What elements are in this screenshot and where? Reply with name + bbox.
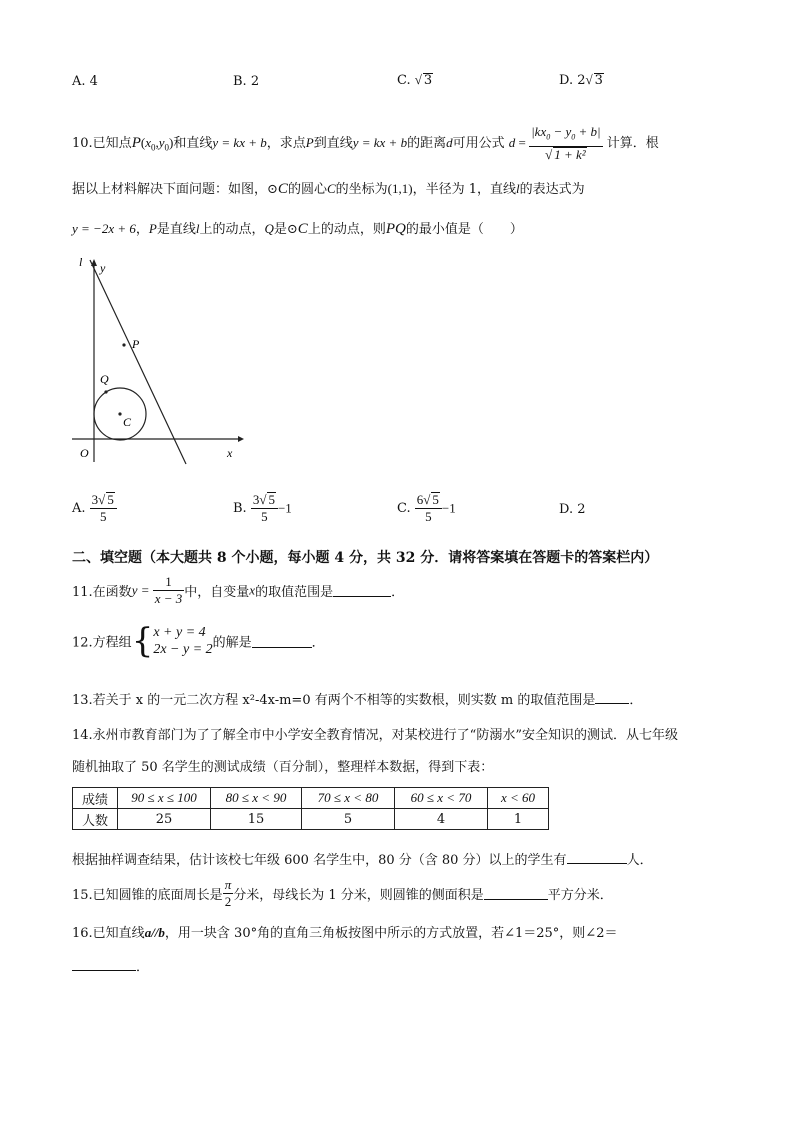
label-c: C — [123, 415, 132, 429]
table-cell: 5 — [302, 809, 395, 830]
q15-answer-blank[interactable] — [484, 887, 548, 900]
q13-answer-blank[interactable] — [595, 691, 629, 704]
table-cell: 1 — [488, 809, 549, 830]
label-q: Q — [100, 372, 109, 386]
q11: 11.在函数y = $\frac{1}{x - 3}$ 中，自变量x的取值范围是 ． — [72, 574, 405, 606]
table-header: 70 ≤ x < 80 — [302, 788, 395, 809]
q9-option-c: C. √ 3 — [397, 72, 433, 88]
table-header: 90 ≤ x ≤ 100 — [118, 788, 211, 809]
label-o: O — [80, 446, 89, 460]
q10-option-c: C. $\frac{6√ 5}{5}$ −1 — [397, 492, 456, 524]
label-l: l — [79, 255, 83, 269]
table-cell: 15 — [211, 809, 302, 830]
label-p: P — [132, 337, 140, 351]
table-row-label: 人数 — [73, 809, 118, 830]
q16: 16.已知直线a//b，用一块含 30°角的直角三角板按图中所示的方式放置，若∠1＝25°，则∠2＝ — [72, 925, 618, 941]
q10-line-1: 10.已知点$P(x_0,y_0)$和直线y = kx + b，求点P到直线y = kx + b的距离d可用公式 d = $\frac{|kx_0 - y_0 + b|}{\text{√ 1 + k²}}$ 计算．根 — [72, 124, 659, 162]
q10-line-2: 据以上材料解决下面问题：如图，⊙C的圆心C的坐标为(1,1)，半径为 1，直线l的表达式为 — [72, 181, 585, 197]
table-header-label: 成绩 — [73, 788, 118, 809]
q11-answer-blank[interactable] — [333, 584, 391, 597]
q14-answer-blank[interactable] — [567, 851, 627, 864]
point-q-dot — [104, 390, 107, 393]
q10-figure — [70, 252, 250, 468]
q10-option-d: D. 2 — [559, 502, 586, 517]
q16-answer-blank[interactable] — [72, 958, 136, 971]
q13: 13.若关于 x 的一元二次方程 x²-4x-m=0 有两个不相等的实数根，则实数 m 的取值范围是 ． — [72, 693, 643, 708]
q14-line-2: 随机抽取了 50 名学生的测试成绩（百分制），整理样本数据，得到下表： — [72, 760, 494, 775]
section-2-title: 二、填空题（本大题共 8 个小题，每小题 4 分，共 32 分．请将答案填在答题卡的答案栏内） — [72, 550, 659, 566]
q16-line-2: ． — [72, 956, 149, 975]
q10-option-b: B. $\frac{3√ 5}{5}$ −1 — [233, 492, 292, 524]
q10-line-3: y = −2x + 6，P是直线l上的动点，Q是⊙C上的动点，则PQ的最小值是（ ） — [72, 221, 523, 237]
table-header: x < 60 — [488, 788, 549, 809]
q9-option-d: D. 2√ 3 — [559, 72, 603, 88]
point-p-dot — [122, 343, 125, 346]
q9-option-b: B. 2 — [233, 74, 260, 89]
x-axis-arrow — [238, 436, 244, 442]
label-y: y — [100, 261, 106, 275]
label-x: x — [227, 446, 233, 460]
table-header: 60 ≤ x < 70 — [395, 788, 488, 809]
distance-formula: $\frac{|kx_0 - y_0 + b|}{\text{√ 1 + k²}}$ — [531, 124, 601, 162]
center-c-dot — [118, 412, 121, 415]
q14-line-3: 根据抽样调查结果，估计该校七年级 600 名学生中，80 分（含 80 分）以上的学生有 人． — [72, 853, 653, 868]
q10-option-a: A. $\frac{3√ 5}{5}$ — [72, 492, 117, 525]
table-cell: 25 — [118, 809, 211, 830]
table-row — [73, 788, 549, 809]
score-table — [72, 787, 549, 830]
q12-answer-blank[interactable] — [252, 635, 312, 648]
table-header: 80 ≤ x < 90 — [211, 788, 302, 809]
q12: 12.方程组{ x + y = 4 2x − y = 2 的解是 ． — [72, 621, 325, 661]
table-row — [73, 809, 549, 830]
q9-option-a: A. 4 — [72, 74, 98, 89]
table-cell: 4 — [395, 809, 488, 830]
q14-line-1: 14.永州市教育部门为了了解全市中小学安全教育情况，对某校进行了“防溺水”安全知识的测试．从七年级 — [72, 728, 678, 743]
q15: 15.已知圆锥的底面周长是 $\frac{\pi}{2}$ 分米，母线长为 1 分米，则圆锥的侧面积是 平方分米． — [72, 877, 613, 909]
